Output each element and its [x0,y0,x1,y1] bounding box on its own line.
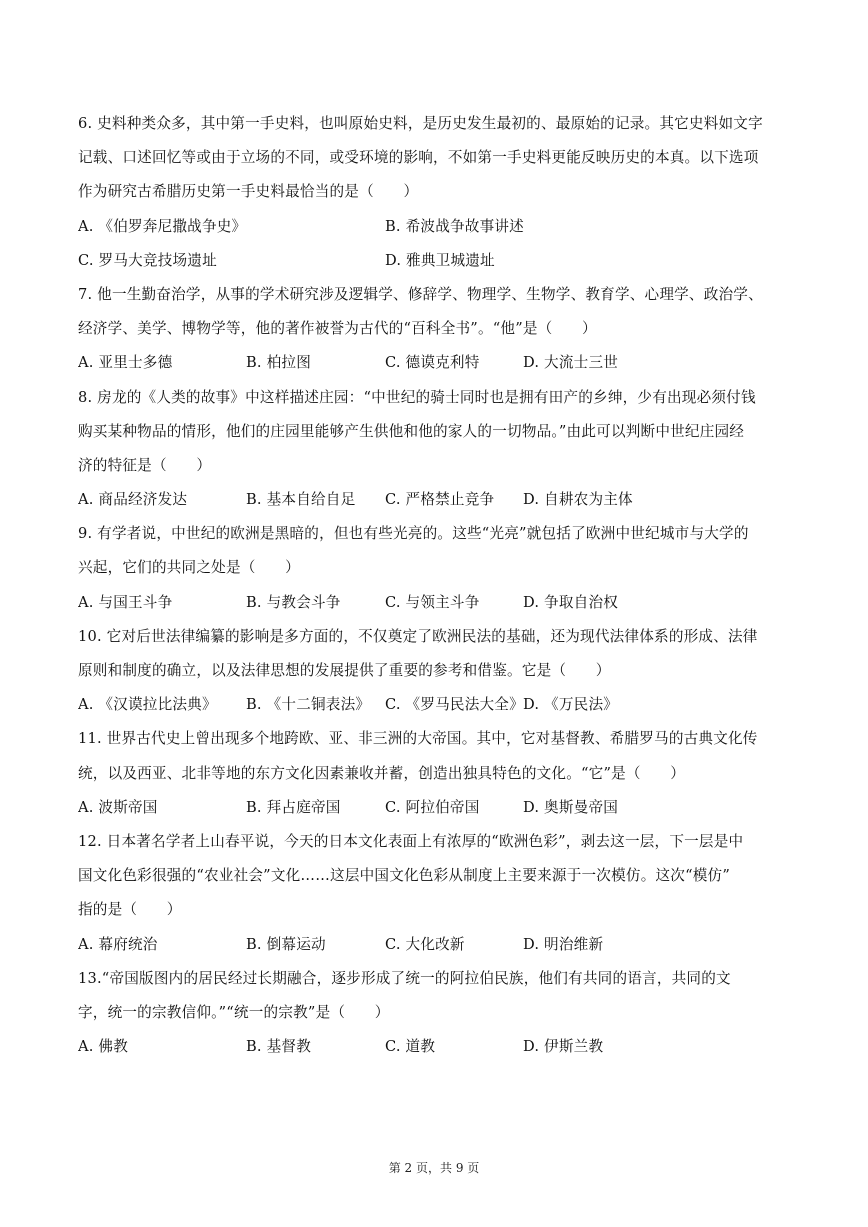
question-stem-line: 13.“帝国版图内的居民经过长期融合，逐步形成了统一的阿拉伯民族，他们有共同的语言，共同的文 [78,969,731,987]
answer-option[interactable]: A. 商品经济发达 [78,491,188,509]
answer-option[interactable]: A. 幕府统治 [78,935,158,953]
option-row [78,210,790,244]
question-q6 [78,107,790,278]
question-stem-line: 济的特征是（ ） [78,456,212,474]
answer-option[interactable]: B. 与教会斗争 [246,593,341,611]
answer-option[interactable]: C. 罗马大竞技场遗址 [78,251,217,269]
answer-option[interactable]: C. 严格禁止竞争 [385,491,495,509]
answer-option[interactable]: B. 拜占庭帝国 [246,798,341,816]
question-stem-line: 国文化色彩很强的“农业社会”文化……这层中国文化色彩从制度上主要来源于一次模仿。这次“模仿” [78,867,730,885]
option-row [78,586,790,620]
option-row [78,688,790,722]
answer-option[interactable]: B. 希波战争故事讲述 [385,217,524,235]
question-stem-line: 11. 世界古代史上曾出现多个地跨欧、亚、非三洲的大帝国。其中，它对基督教、希腊罗马的古典文化传 [78,730,758,748]
question-q11 [78,722,790,825]
question-stem-line: 9. 有学者说，中世纪的欧洲是黑暗的，但也有些光亮的。这些“光亮”就包括了欧洲中世纪城市与大学的 [78,525,749,543]
answer-option[interactable]: D. 自耕农为主体 [523,491,633,509]
option-row [78,1030,790,1064]
question-stem-line: 原则和制度的确立，以及法律思想的发展提供了重要的参考和借鉴。它是（ ） [78,662,611,679]
answer-option[interactable]: D. 明治维新 [523,935,604,953]
answer-option[interactable]: A. 亚里士多德 [78,354,173,372]
answer-option[interactable]: B. 倒幕运动 [246,935,326,953]
answer-option[interactable]: C. 大化改新 [385,935,465,953]
question-stem-line: 作为研究古希腊历史第一手史料最恰当的是（ ） [78,183,419,201]
answer-option[interactable]: C. 《罗马民法大全》 [385,696,524,714]
question-stem-line: 7. 他一生勤奋治学，从事的学术研究涉及逻辑学、修辞学、物理学、生物学、教育学、心理学、政治学、 [78,285,763,303]
answer-option[interactable]: A. 与国王斗争 [78,593,173,611]
page-footer: 第 2 页，共 9 页 [388,1161,480,1175]
answer-option[interactable]: C. 道教 [385,1038,436,1056]
question-stem-line: 指的是（ ） [78,901,182,919]
answer-option[interactable]: D. 雅典卫城遗址 [385,251,495,269]
question-stem-line: 记载、口述回忆等或由于立场的不同，或受环境的影响，不如第一手史料更能反映历史的本真。以下选项 [78,149,759,167]
question-q13 [78,962,790,1065]
question-stem-line: 6. 史料种类众多，其中第一手史料，也叫原始史料，是历史发生最初的、最原始的记录。其它史料如文字 [78,115,763,132]
question-q7 [78,278,790,381]
answer-option[interactable]: C. 阿拉伯帝国 [385,798,480,816]
answer-option[interactable]: B. 基本自给自足 [246,491,356,509]
answer-option[interactable]: B. 柏拉图 [246,354,311,372]
answer-option[interactable]: A. 《伯罗奔尼撒战争史》 [78,217,247,235]
question-stem-line: 经济学、美学、博物学等，他的著作被誉为古代的“百科全书”。“他”是（ ） [78,320,597,338]
answer-option[interactable]: D. 伊斯兰教 [523,1038,604,1056]
answer-option[interactable]: D. 大流士三世 [523,354,619,372]
question-stem-line: 10. 它对后世法律编纂的影响是多方面的，不仅奠定了欧洲民法的基础，还为现代法律体系的形成、法律 [78,627,758,645]
question-list [78,107,790,1064]
answer-option[interactable]: A. 《汉谟拉比法典》 [78,696,217,714]
question-stem-line: 8. 房龙的《人类的故事》中这样描述庄园：“中世纪的骑士同时也是拥有田产的乡绅，少有出现必须付钱 [78,388,756,406]
option-row [78,346,790,380]
answer-option[interactable]: B. 《十二铜表法》 [246,696,371,714]
answer-option[interactable]: C. 与领主斗争 [385,593,480,611]
question-q10 [78,620,790,723]
answer-option[interactable]: B. 基督教 [246,1038,311,1056]
answer-option[interactable]: A. 波斯帝国 [78,798,158,816]
answer-option[interactable]: D. 《万民法》 [523,696,619,714]
question-stem-line: 字，统一的宗教信仰。”“统一的宗教”是（ ） [78,1003,390,1021]
option-row [78,244,790,278]
question-stem-line: 购买某种物品的情形，他们的庄园里能够产生供他和他的家人的一切物品。”由此可以判断中世纪庄园经 [78,422,745,440]
question-stem-line: 12. 日本著名学者上山春平说，今天的日本文化表面上有浓厚的“欧洲色彩”，剥去这一层，下一层是中 [78,832,744,850]
answer-option[interactable]: C. 德谟克利特 [385,354,480,372]
answer-option[interactable]: D. 争取自治权 [523,593,619,611]
question-q9 [78,517,790,620]
question-stem-line: 兴起，它们的共同之处是（ ） [78,559,300,577]
option-row [78,791,790,825]
question-q12 [78,825,790,962]
answer-option[interactable]: A. 佛教 [78,1038,129,1056]
question-q8 [78,381,790,518]
answer-option[interactable]: D. 奥斯曼帝国 [523,798,619,816]
option-row [78,928,790,962]
question-stem-line: 统，以及西亚、北非等地的东方文化因素兼收并蓄，创造出独具特色的文化。“它”是（ ） [78,764,686,782]
option-row [78,483,790,517]
